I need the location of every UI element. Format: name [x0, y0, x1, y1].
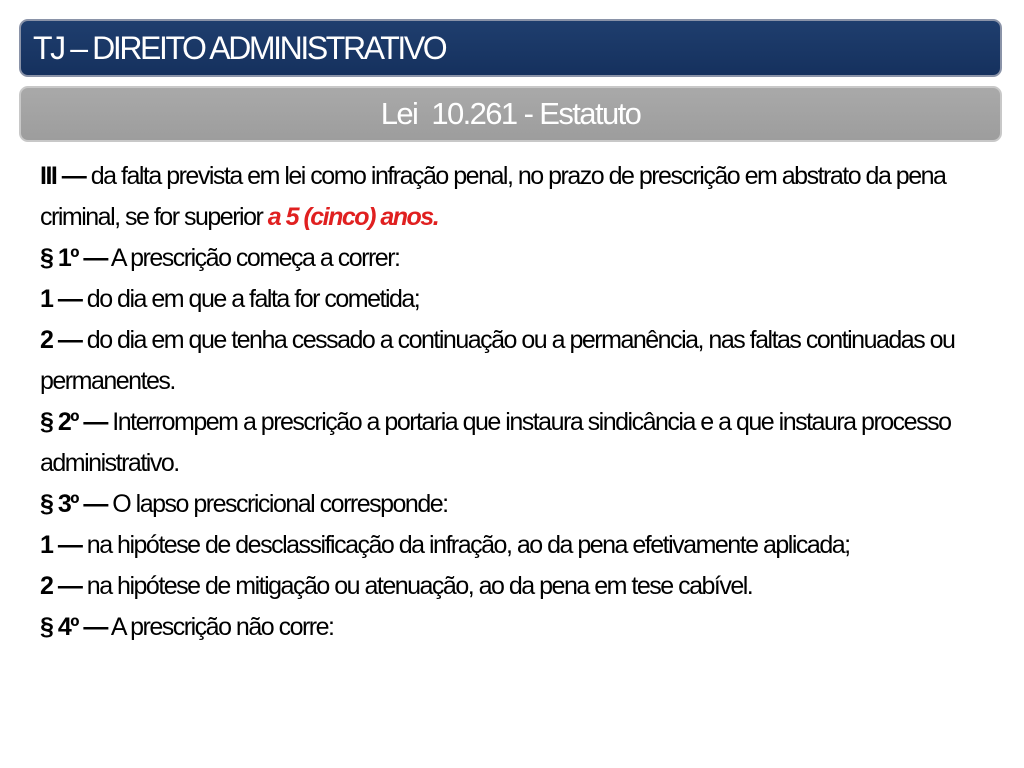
paragraph-text: O lapso prescricional corresponde:	[106, 490, 448, 518]
paragraph-section-3	[40, 484, 990, 525]
paragraph-label: 2 —	[40, 326, 82, 354]
paragraph-text: A prescrição começa a correr:	[106, 244, 400, 272]
paragraph-label: § 1º —	[40, 244, 107, 272]
paragraph-text: da falta prevista em lei como infração penal, no prazo de prescrição em abstrato da pena criminal, se for superior	[40, 162, 946, 231]
paragraph-text: do dia em que tenha cessado a continuação ou a permanência, nas faltas continuadas ou permanentes.	[40, 326, 955, 395]
paragraph-text: A prescrição não corre:	[106, 613, 334, 641]
paragraph-text: na hipótese de mitigação ou atenuação, ao da pena em tese cabível.	[81, 572, 753, 600]
paragraph-label: 1 —	[40, 285, 82, 313]
paragraph-label: § 2º —	[40, 408, 107, 436]
paragraph-item-1	[40, 279, 990, 320]
paragraph-text: Interrompem a prescrição a portaria que instaura sindicância e a que instaura processo administrativo.	[40, 408, 951, 477]
highlighted-term: a 5 (cinco) anos.	[267, 203, 439, 231]
paragraph-text: do dia em que a falta for cometida;	[81, 285, 420, 313]
paragraph-item-1b	[40, 525, 990, 566]
slide-title-bar	[19, 19, 1002, 77]
paragraph-item-2	[40, 320, 990, 402]
paragraph-label: III —	[40, 162, 86, 190]
paragraph-item-2b	[40, 566, 990, 607]
paragraph-section-1	[40, 238, 990, 279]
slide-body	[40, 156, 990, 648]
paragraph-iii	[40, 156, 990, 238]
slide-subtitle-bar	[19, 86, 1002, 142]
paragraph-section-4	[40, 607, 990, 648]
paragraph-section-2	[40, 402, 990, 484]
slide-title: TJ – DIREITO ADMINISTRATIVO	[33, 29, 446, 66]
slide-subtitle: Lei 10.261 - Estatuto	[380, 96, 641, 131]
paragraph-label: § 4º —	[40, 613, 107, 641]
paragraph-label: 2 —	[40, 572, 82, 600]
paragraph-label: 1 —	[40, 531, 82, 559]
paragraph-text: na hipótese de desclassificação da infração, ao da pena efetivamente aplicada;	[81, 531, 850, 559]
paragraph-label: § 3º —	[40, 490, 107, 518]
